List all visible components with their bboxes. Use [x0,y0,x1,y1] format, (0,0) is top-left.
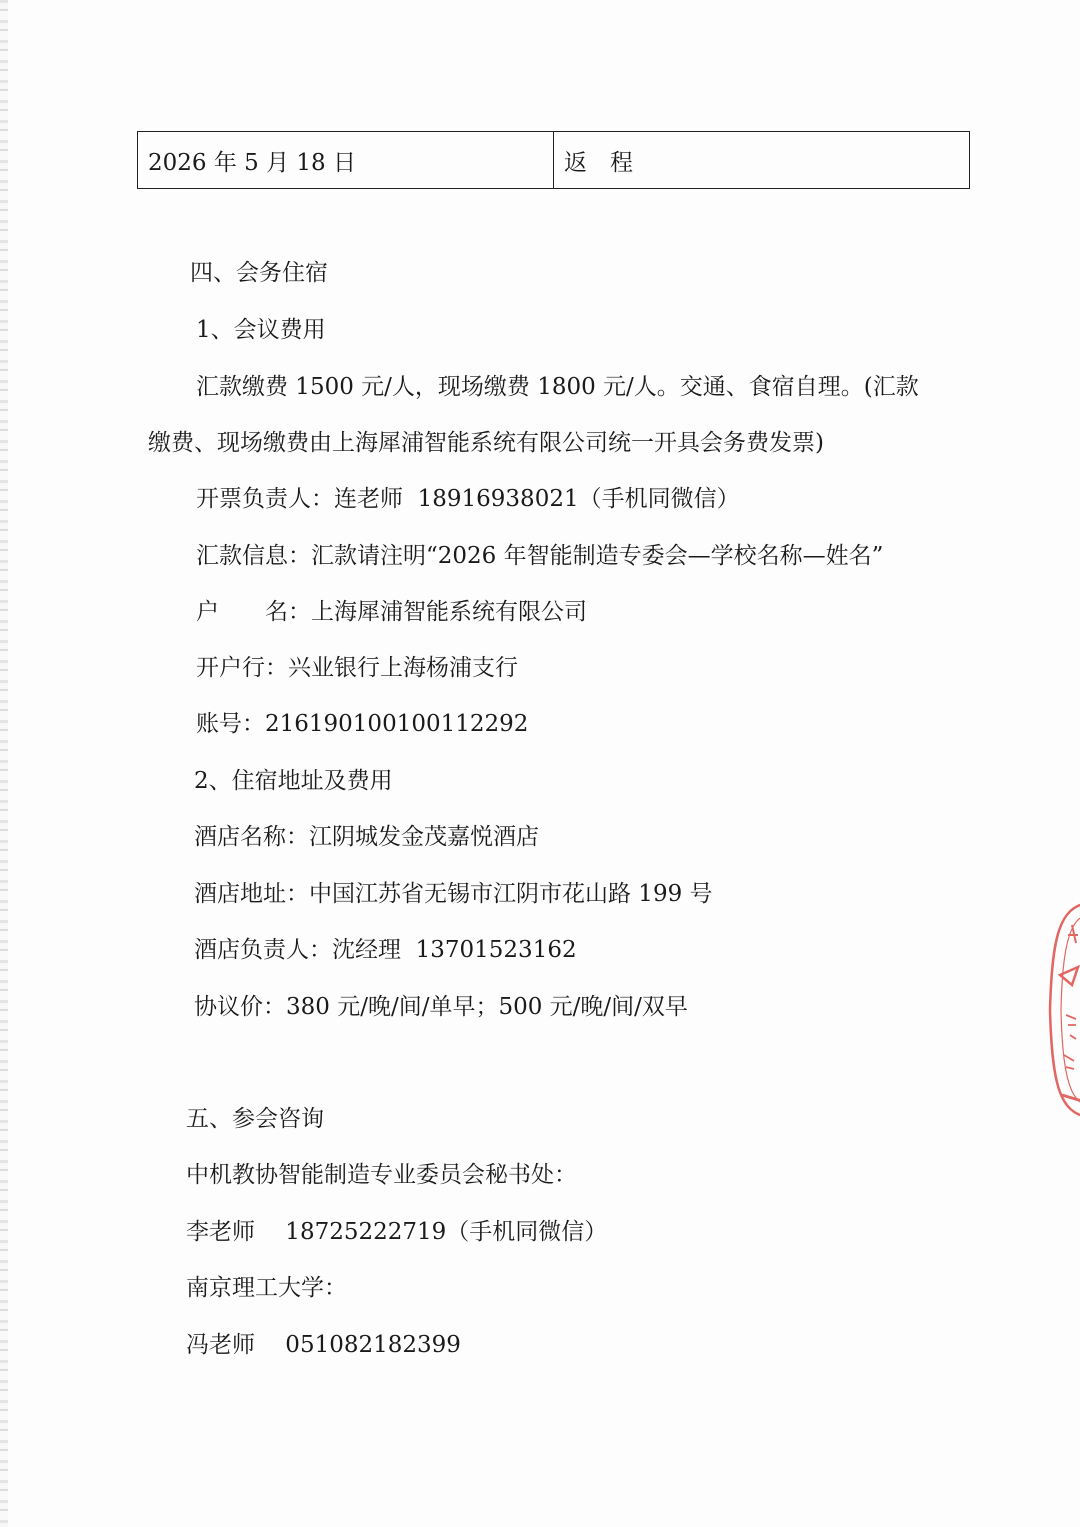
remit-info: 汇款信息：汇款请注明“2026 年智能制造专委会—学校名称—姓名” [196,543,884,569]
hotel-address: 酒店地址：中国江苏省无锡市江阴市花山路 199 号 [194,881,713,907]
section4-heading: 四、会务住宿 [190,260,328,286]
hotel-heading: 2、住宿地址及费用 [194,768,393,794]
account-number: 账号：216190100100112292 [196,711,529,737]
scan-edge-artifact [0,0,8,1527]
invoice-contact: 开票负责人：连老师 18916938021（手机同微信） [196,486,740,512]
fee-heading: 1、会议费用 [196,317,326,343]
seal-stamp-icon [1030,895,1080,1125]
secretariat-contact: 李老师 18725222719（手机同微信） [186,1219,608,1245]
fee-line1: 汇款缴费 1500 元/人，现场缴费 1800 元/人。交通、食宿自理。(汇款 [196,374,919,400]
fee-line2: 缴费、现场缴费由上海犀浦智能系统有限公司统一开具会务费发票) [148,430,824,456]
university-org: 南京理工大学： [186,1275,347,1301]
section5-heading: 五、参会咨询 [186,1106,324,1132]
secretariat-org: 中机教协智能制造专业委员会秘书处： [186,1162,577,1188]
schedule-activity-cell: 返 程 [554,132,970,189]
schedule-row [138,132,970,189]
account-name: 户 名：上海犀浦智能系统有限公司 [196,599,587,625]
university-contact: 冯老师 051082182399 [186,1332,461,1358]
bank-name: 开户行：兴业银行上海杨浦支行 [196,655,518,681]
schedule-table [137,131,970,189]
hotel-name: 酒店名称：江阴城发金茂嘉悦酒店 [194,824,539,850]
schedule-date-cell: 2026 年 5 月 18 日 [138,132,554,189]
hotel-price: 协议价：380 元/晚/间/单早；500 元/晚/间/双早 [194,994,688,1020]
hotel-contact: 酒店负责人：沈经理 13701523162 [194,937,577,963]
